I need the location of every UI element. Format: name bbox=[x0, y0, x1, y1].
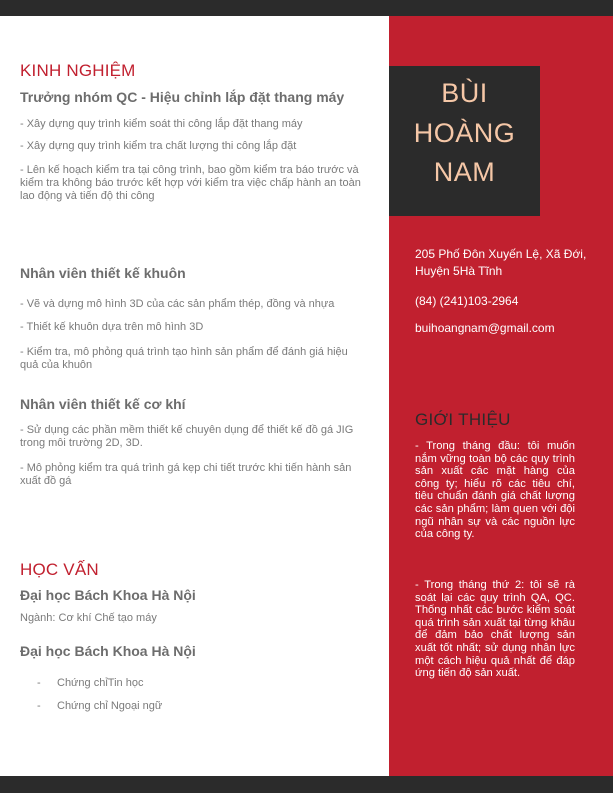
school-name: Đại học Bách Khoa Hà Nội bbox=[20, 643, 196, 659]
certificate-label: Chứng chỉTin học bbox=[57, 677, 144, 689]
job-bullet: - Xây dựng quy trình kiểm soát thi công lắp đặt thang máy bbox=[20, 118, 303, 130]
about-paragraph: - Trong tháng thứ 2: tôi sẽ rà soát lại các quy trình QA, QC. Thống nhất các bước kiểm soát quá trình sản xuất tại từng khâu để đảm bảo chất lượng sản xuất tốt nhất; sử dụng nhân lực một cách hiệu quả nhất để đáp ứng tiến độ sản xuất. bbox=[415, 579, 575, 680]
job-title-qc-lead: Trưởng nhóm QC - Hiệu chỉnh lắp đặt thang máy bbox=[20, 89, 345, 105]
name-first: BÙI bbox=[441, 78, 488, 108]
experience-heading: KINH NGHIỆM bbox=[20, 61, 136, 80]
bottom-border bbox=[0, 776, 613, 793]
job-title-mechanical-designer: Nhân viên thiết kế cơ khí bbox=[20, 396, 186, 412]
contact-phone: (84) (241)103-2964 bbox=[415, 294, 519, 308]
job-bullet: - Sử dụng các phần mềm thiết kế chuyên dụng để thiết kế đồ gá JIG trong môi trường 2D, 3D. bbox=[20, 424, 354, 449]
education-heading: HỌC VẤN bbox=[20, 560, 99, 579]
contact-email: buihoangnam@gmail.com bbox=[415, 321, 555, 335]
top-border bbox=[0, 0, 613, 16]
school-major: Ngành: Cơ khí Chế tạo máy bbox=[20, 612, 157, 624]
name-box bbox=[389, 66, 540, 216]
job-bullet: - Kiểm tra, mô phỏng quá trình tạo hình sản phẩm để đánh giá hiệu quả của khuôn bbox=[20, 346, 348, 371]
contact-address: 205 Phố Đôn Xuyến Lệ, Xã Đới, Huyện 5Hà Tĩnh bbox=[415, 247, 587, 278]
certificate-dash: - bbox=[37, 677, 41, 689]
about-heading: GIỚI THIỆU bbox=[415, 410, 511, 429]
about-paragraph: - Trong tháng đầu: tôi muốn nắm vững toàn bộ các quy trình sản xuất các mặt hàng của công ty; hiểu rõ các tiêu chí, tiêu chuẩn đánh giá chất lượng các sản phẩm; làm quen với đội ngũ nhân sự và các nguồn lực của công ty. bbox=[415, 440, 575, 541]
name-last: NAM bbox=[433, 157, 496, 187]
name-middle: HOÀNG bbox=[413, 118, 516, 148]
job-bullet: - Mô phỏng kiểm tra quá trình gá kẹp chi tiết trước khi tiến hành sản xuất đồ gá bbox=[20, 462, 352, 487]
job-bullet: - Xây dựng quy trình kiểm tra chất lượng thi công lắp đặt bbox=[20, 140, 297, 152]
certificate-item bbox=[37, 700, 162, 712]
certificate-label: Chứng chỉ Ngoại ngữ bbox=[57, 700, 163, 712]
certificate-item bbox=[37, 677, 143, 689]
job-bullet: - Lên kế hoạch kiểm tra tại công trình, bao gồm kiểm tra báo trước và kiểm tra không báo trước kết hợp với kiểm tra việc chấp hành an toàn lao động và tiến độ thi công bbox=[20, 164, 361, 202]
job-bullet: - Vẽ và dựng mô hình 3D của các sản phẩm thép, đồng và nhựa bbox=[20, 298, 335, 310]
job-title-mold-designer: Nhân viên thiết kế khuôn bbox=[20, 265, 186, 281]
job-bullet: - Thiết kế khuôn dựa trên mô hình 3D bbox=[20, 321, 204, 333]
certificate-dash: - bbox=[37, 700, 41, 712]
school-name: Đại học Bách Khoa Hà Nội bbox=[20, 587, 196, 603]
